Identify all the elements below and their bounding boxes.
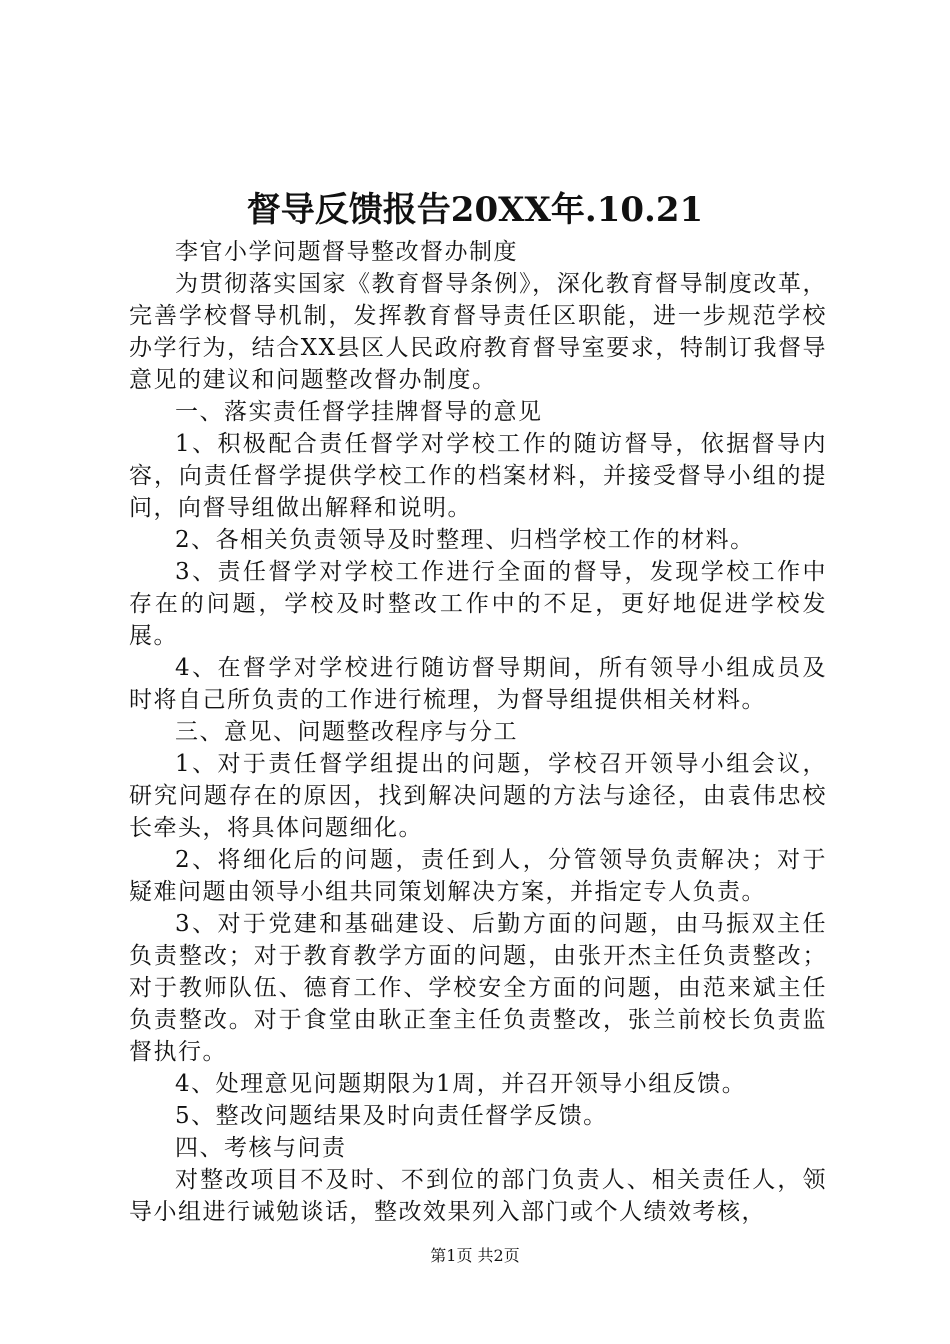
document-title: 督导反馈报告20XX年.10.21 [246, 190, 704, 230]
paragraph: 李官小学问题督导整改督办制度 [175, 239, 518, 265]
paragraph: 4、处理意见问题期限为1周，并召开领导小组反馈。 [175, 1071, 747, 1097]
section-heading: 一、落实责任督学挂牌督导的意见 [175, 399, 543, 425]
paragraph: 1、对于责任督学组提出的问题，学校召开领导小组会议，研究问题存在的原因，找到解决问题的方法与途径，由袁伟忠校长牵头，将具体问题细化。 [129, 751, 827, 841]
paragraph: 4、在督学对学校进行随访督导期间，所有领导小组成员及时将自己所负责的工作进行梳理，为督导组提供相关材料。 [129, 655, 827, 713]
section-heading: 三、意见、问题整改程序与分工 [175, 719, 518, 745]
paragraph: 对整改项目不及时、不到位的部门负责人、相关责任人，领导小组进行诫勉谈话，整改效果列入部门或个人绩效考核， [129, 1167, 827, 1225]
paragraph: 2、将细化后的问题，责任到人，分管领导负责解决；对于疑难问题由领导小组共同策划解决方案，并指定专人负责。 [129, 847, 827, 905]
paragraph: 为贯彻落实国家《教育督导条例》，深化教育督导制度改革，完善学校督导机制，发挥教育督导责任区职能，进一步规范学校办学行为，结合XX县区人民政府教育督导室要求，特制订我督导意见的建议和问题整改督办制度。 [129, 271, 827, 393]
paragraph: 1、积极配合责任督学对学校工作的随访督导，依据督导内容，向责任督学提供学校工作的档案材料，并接受督导小组的提问，向督导组做出解释和说明。 [129, 431, 827, 521]
document-body [129, 236, 827, 1228]
page-footer: 第1页 共2页 [430, 1246, 520, 1265]
paragraph: 2、各相关负责领导及时整理、归档学校工作的材料。 [175, 527, 755, 553]
paragraph: 5、整改问题结果及时向责任督学反馈。 [175, 1103, 608, 1129]
section-heading: 四、考核与问责 [175, 1135, 347, 1161]
paragraph: 3、责任督学对学校工作进行全面的督导，发现学校工作中存在的问题，学校及时整改工作中的不足，更好地促进学校发展。 [129, 559, 827, 649]
paragraph: 3、对于党建和基础建设、后勤方面的问题，由马振双主任负责整改；对于教育教学方面的问题，由张开杰主任负责整改；对于教师队伍、德育工作、学校安全方面的问题，由范来斌主任负责整改。对于食堂由耿正奎主任负责整改，张兰前校长负责监督执行。 [129, 911, 827, 1065]
